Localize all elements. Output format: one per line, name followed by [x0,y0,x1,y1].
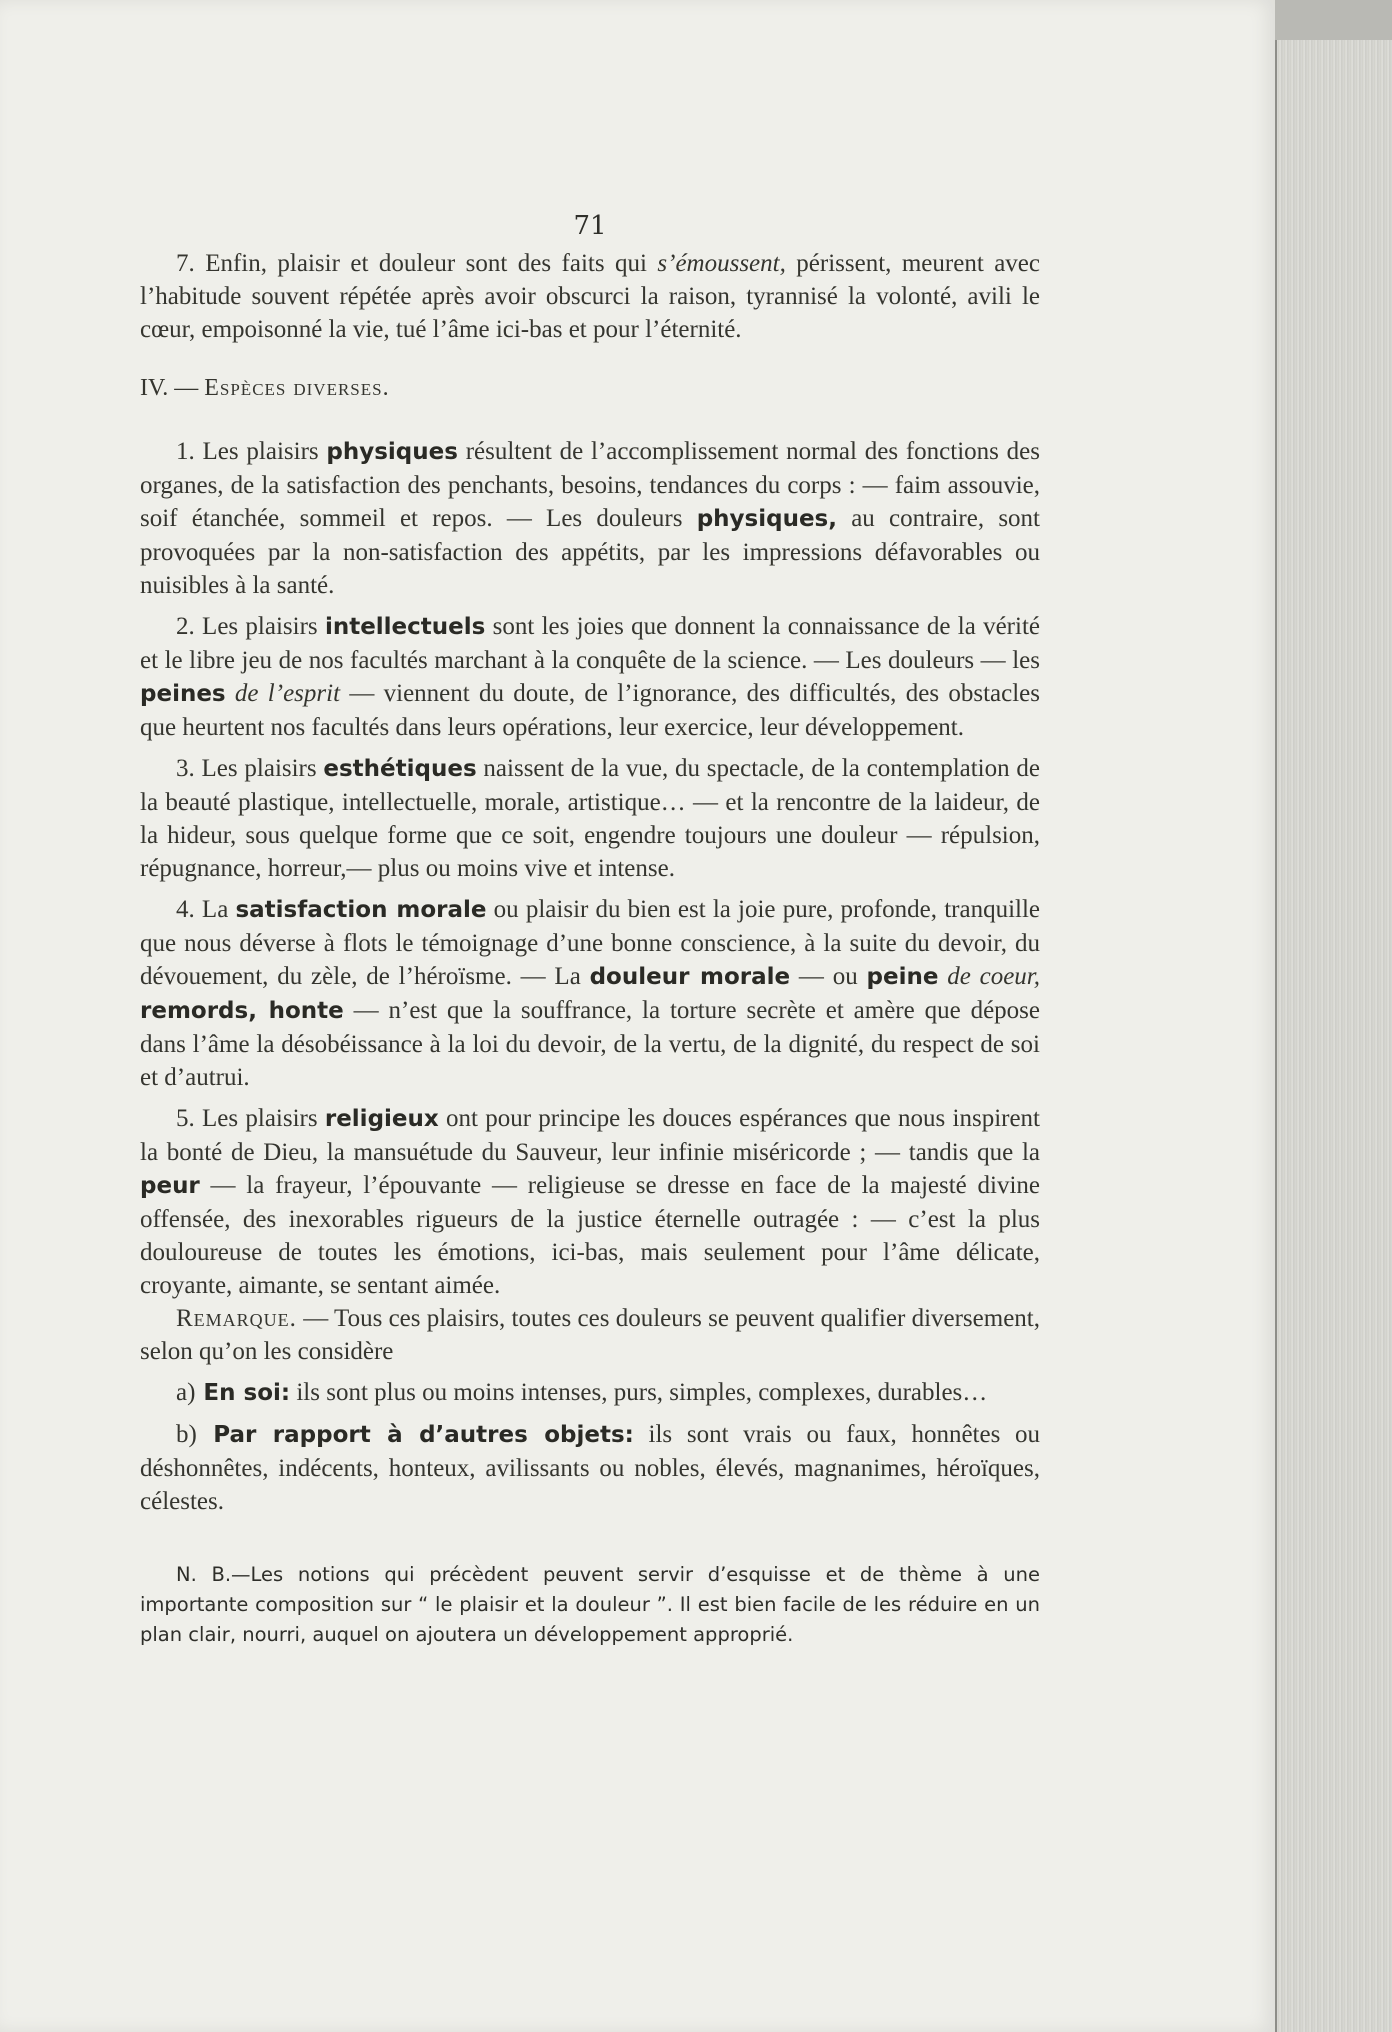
page-text [140,210,1040,1650]
paragraph-moral: 4. La satisfaction morale ou plaisir du bien est la joie pure, profonde, tranquille que nous déverse à flots le témoignage d’une bonne conscience, à la suite du devoir, du dévouement, du zèle, de l’héroïsme. — La douleur morale — ou peine de coeur, remords, honte — n’est que la souffrance, la torture secrète et amère que dépose dans l’âme la désobéissance à la loi du devoir, de la vertu, de la dignité, du respect de soi et d’autrui. [140,896,1041,1091]
paragraph-remark: Remarque. — Tous ces plaisirs, toutes ces douleurs se peuvent qualifier diversement, selon qu’on les considère [140,1305,1040,1365]
remark-item-b: b) Par rapport à d’autres objets: ils sont vrais ou faux, honnêtes ou déshonnêtes, indécents, honteux, avilissants ou nobles, élevés, magnanimes, héroïques, célestes. [140,1421,1040,1515]
section-heading: IV. — Espèces diverses. [140,375,390,401]
page-number: 71 [573,211,607,241]
paragraph-intellectual: 2. Les plaisirs intellectuels sont les joies que donnent la connaissance de la vérité et le libre jeu de nos facultés marchant à la conquête de la science. — Les douleurs — les peines de l’esprit — viennent du doute, de l’ignorance, des difficultés, des obstacles que heurtent nos facultés dans leurs opérations, leur exercice, leur développement. [140,613,1040,741]
paragraph-aesthetic: 3. Les plaisirs esthétiques naissent de la vue, du spectacle, de la contemplation de la beauté plastique, intellectuelle, morale, artistique… — et la rencontre de la laideur, de la hideur, sous quelque forme que ce soit, engendre toujours une douleur — répulsion, répugnance, horreur,— plus ou moins vive et intense. [140,755,1040,882]
paragraph-religious: 5. Les plaisirs religieux ont pour principe les douces espérances que nous inspirent la bonté de Dieu, la mansuétude du Sauveur, leur infinie miséricorde ; — tandis que la peur — la frayeur, l’épouvante — religieuse se dresse en face de la majesté divine offensée, des inexorables rigueurs de la justice éternelle outragée : — c’est la plus douloureuse de toutes les émotions, ici-bas, mais seulement pour l’âme délicate, croyante, aimante, se sentant aimée. [140,1105,1041,1299]
book-page-edges [1275,40,1392,2032]
remark-item-a: a) En soi: ils sont plus ou moins intenses, purs, simples, complexes, durables… [176,1379,988,1406]
book-edge-top [1275,0,1392,40]
paragraph-7: 7. Enfin, plaisir et douleur sont des faits qui s’émoussent, périssent, meurent avec l’habitude souvent répétée après avoir obscurci la raison, tyrannisé la volonté, avili le cœur, empoisonné la vie, tué l’âme ici-bas et pour l’éternité. [140,250,1040,343]
paragraph-physical: 1. Les plaisirs physiques résultent de l’accomplissement normal des fonctions des organes, de la satisfaction des penchants, besoins, tendances du corps : — faim assouvie, soif étanchée, sommeil et repos. — Les douleurs physiques, au contraire, sont provoquées par la non-satisfaction des appétits, par les impressions défavorables ou nuisibles à la santé. [140,438,1041,599]
footnote-nb: N. B.—Les notions qui précèdent peuvent servir d’esquisse et de thème à une importante composition sur “ le plaisir et la douleur ”. Il est bien facile de les réduire en un plan clair, nourri, auquel on ajoutera un développement approprié. [140,1563,1040,1646]
